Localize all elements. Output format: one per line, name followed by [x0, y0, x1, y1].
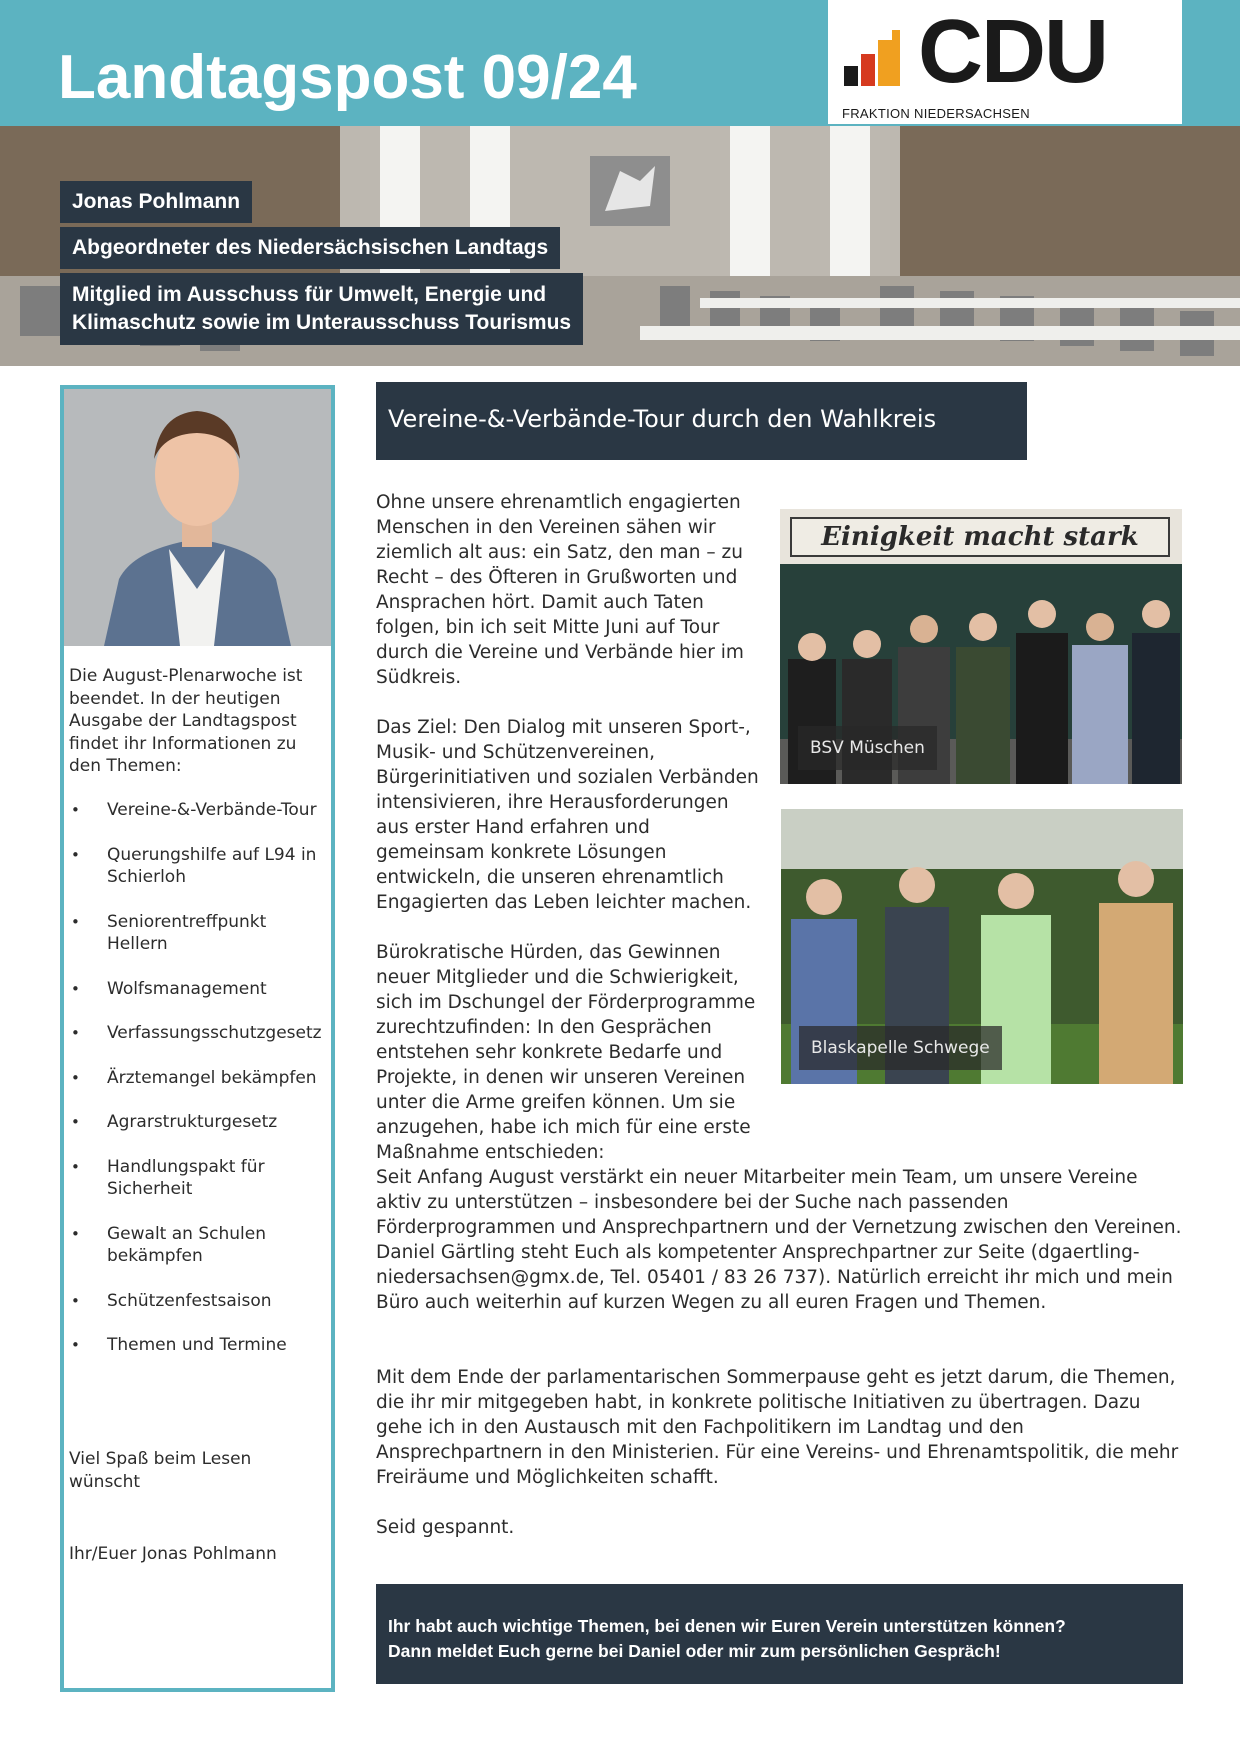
sidebar-intro: Die August-Plenarwoche ist beendet. In der heutigen Ausgabe der Landtagspost findet ihr Informationen zu den Themen: [69, 666, 303, 776]
photo-bsv-mueschen [780, 509, 1182, 784]
contact-callout [376, 1584, 1183, 1684]
sidebar-signature: Ihr/Euer Jonas Pohlmann [69, 1544, 277, 1564]
article-paragraph-6: Seid gespannt. [376, 1517, 515, 1538]
callout-line-1: Ihr habt auch wichtige Themen, bei denen wir Euren Verein unterstützen können? [388, 1616, 1066, 1636]
logo-subtitle: FRAKTION NIEDERSACHSEN [842, 106, 1030, 121]
topic-item: • Wolfsmanagement [69, 978, 329, 1001]
topic-list [69, 799, 329, 1379]
portrait-photo [64, 389, 331, 646]
topic-item: • Themen und Termine [69, 1334, 329, 1357]
topic-item: • Verfassungsschutzgesetz [69, 1022, 329, 1045]
topic-item: • Gewalt an Schulen bekämpfen [69, 1223, 329, 1268]
topic-item: • Handlungspakt für Sicherheit [69, 1156, 329, 1201]
profile-role: Abgeordneter des Niedersächsischen Landtags [60, 227, 560, 269]
article-paragraph-1: Ohne unsere ehrenamtlich engagierten Menschen in den Vereinen sähen wir ziemlich alt aus: ein Satz, den man – zu Recht – des Öfteren in Grußworten und Ansprachen hört. Damit auch Taten folgen, bin ich seit Mitte Juni auf Tour durch die Vereine und Verbände hier im Südkreis. [376, 492, 744, 688]
plenary-hall-photo [0, 126, 1240, 366]
sidebar [60, 385, 335, 1692]
article-paragraph-2: Das Ziel: Den Dialog mit unseren Sport-, Musik- und Schützenvereinen, Bürgerinitiativen und sozialen Verbänden intensivieren, ihre Herausforderungen aus erster Hand erfahren und gemeinsam konkrete Lösungen entwickeln, die unseren ehrenamtlich Engagierten das Leben leichter machen. [376, 717, 759, 913]
topic-item: • Vereine-&-Verbände-Tour [69, 799, 329, 822]
photo-blaskapelle-schwege [781, 809, 1183, 1084]
topic-item: • Seniorentreffpunkt Hellern [69, 911, 329, 956]
sidebar-closing: Viel Spaß beim Lesen wünscht [69, 1449, 252, 1492]
page-title: Landtagspost 09/24 [58, 43, 637, 112]
cdu-logo [828, 0, 1182, 124]
profile-committee-line2: Klimaschutz sowie im Unterausschuss Tourismus [72, 311, 572, 334]
callout-text [388, 1614, 1066, 1664]
photo-caption: Blaskapelle Schwege [799, 1026, 1002, 1070]
logo-bars-icon [844, 30, 904, 86]
profile-committee [60, 273, 583, 345]
profile-name: Jonas Pohlmann [60, 181, 252, 223]
portrait-illustration [64, 389, 331, 646]
article-headline: Vereine-&-Verbände-Tour durch den Wahlkreis [388, 405, 937, 433]
callout-line-2: Dann meldet Euch gerne bei Daniel oder mir zum persönlichen Gespräch! [388, 1641, 1001, 1661]
topic-item: • Querungshilfe auf L94 in Schierloh [69, 844, 329, 889]
profile-committee-line1: Mitglied im Ausschuss für Umwelt, Energie und [72, 283, 547, 306]
photo-caption: BSV Müschen [798, 726, 937, 770]
article-paragraph-4: Seit Anfang August verstärkt ein neuer Mitarbeiter mein Team, um unsere Vereine aktiv zu unterstützen – insbesondere bei der Suche nach passenden Förderprogrammen und Ansprechpartnern und der Vernetzung zwischen den Vereinen. Daniel Gärtling steht Euch als kompetenter Ansprechpartner zur Seite (dgaertling-niedersachsen@gmx.de, Tel. 05401 / 83 26 737). Natürlich erreicht ihr mich und mein Büro auch weiterhin auf kurzen Wegen zu all euren Fragen und Themen. [376, 1167, 1182, 1313]
article-paragraph-3: Bürokratische Hürden, das Gewinnen neuer Mitglieder und die Schwierigkeit, sich im Dschungel der Förderprogramme zurechtzufinden: In den Gesprächen entstehen sehr konkrete Bedarfe und Projekte, in denen wir unseren Vereinen unter die Arme greifen können. Um sie anzugehen, habe ich mich für eine erste Maßnahme entschieden: [376, 942, 756, 1163]
photo-banner-sign: Einigkeit macht stark [790, 517, 1170, 557]
topic-item: • Ärztemangel bekämpfen [69, 1067, 329, 1090]
topic-item: • Schützenfestsaison [69, 1290, 329, 1313]
article-paragraph-5: Mit dem Ende der parlamentarischen Sommerpause geht es jetzt darum, die Themen, die ihr mir mitgegeben habt, in konkrete politische Initiativen zu übertragen. Dazu gehe ich in den Austausch mit den Fachpolitikern im Landtag und den Ansprechpartnern in den Ministerien. Für eine Vereins- und Ehrenamtspolitik, die mehr Freiräume und Möglichkeiten schafft. [376, 1367, 1179, 1488]
topic-item: • Agrarstrukturgesetz [69, 1111, 329, 1134]
logo-wordmark: CDU [918, 2, 1107, 102]
article-headline-box [376, 382, 1027, 460]
